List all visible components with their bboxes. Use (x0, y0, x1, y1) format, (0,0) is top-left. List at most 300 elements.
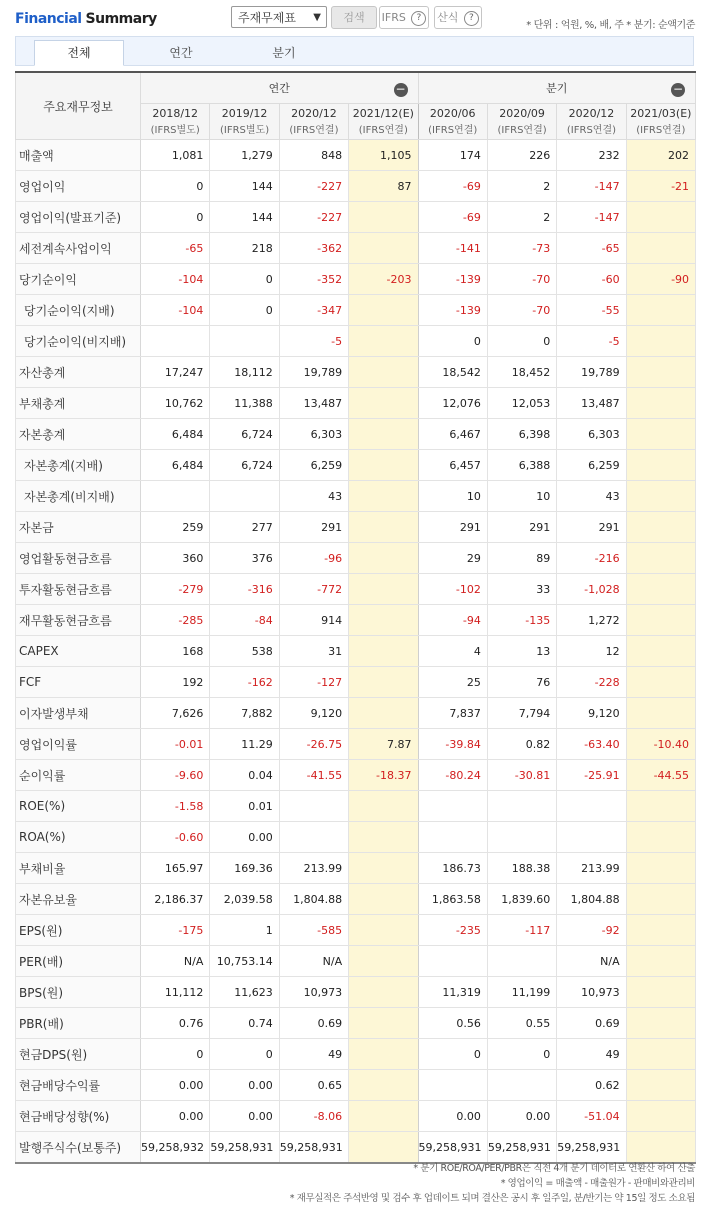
table-cell: 174 (418, 140, 487, 171)
table-cell: -90 (626, 264, 695, 295)
group-quarter-label: 분기 (546, 82, 568, 95)
table-row (16, 791, 696, 822)
table-cell: -139 (418, 295, 487, 326)
table-cell: 0.04 (210, 760, 279, 791)
row-label: 현금배당성향(%) (16, 1101, 141, 1132)
table-cell: 59,258,932 (141, 1132, 210, 1164)
row-label: 재무활동현금흐름 (16, 605, 141, 636)
table-cell: 6,467 (418, 419, 487, 450)
table-cell: N/A (141, 946, 210, 977)
table-cell: 59,258,931 (279, 1132, 348, 1164)
table-row (16, 140, 696, 171)
page-title-part1: Financial (15, 11, 82, 27)
row-label: 현금DPS(원) (16, 1039, 141, 1070)
period-header (141, 104, 210, 140)
chevron-down-icon: ▼ (313, 12, 321, 23)
table-cell: -227 (279, 171, 348, 202)
table-cell: -41.55 (279, 760, 348, 791)
table-cell: 226 (487, 140, 556, 171)
table-cell (349, 326, 418, 357)
row-label: 매출액 (16, 140, 141, 171)
table-cell (626, 295, 695, 326)
table-cell: 291 (418, 512, 487, 543)
table-row (16, 419, 696, 450)
table-cell: -147 (557, 202, 626, 233)
table-cell: -0.01 (141, 729, 210, 760)
table-cell (349, 884, 418, 915)
table-cell: 0.62 (557, 1070, 626, 1101)
table-cell: 1,081 (141, 140, 210, 171)
row-label: 자본유보율 (16, 884, 141, 915)
table-row (16, 233, 696, 264)
table-cell: 33 (487, 574, 556, 605)
table-row (16, 698, 696, 729)
table-row (16, 357, 696, 388)
help-icon: ? (411, 11, 426, 26)
row-label: 현금배당수익률 (16, 1070, 141, 1101)
table-cell: -70 (487, 295, 556, 326)
table-cell: -96 (279, 543, 348, 574)
table-cell: 7.87 (349, 729, 418, 760)
table-cell: -235 (418, 915, 487, 946)
table-cell (349, 1008, 418, 1039)
period-label: 2020/06 (429, 107, 476, 120)
period-label: 2019/12 (221, 107, 268, 120)
table-cell: 12 (557, 636, 626, 667)
table-cell: 10 (487, 481, 556, 512)
table-cell: 188.38 (487, 853, 556, 884)
row-label: 자본금 (16, 512, 141, 543)
period-header (626, 104, 695, 140)
table-cell: 0.01 (210, 791, 279, 822)
table-cell (626, 233, 695, 264)
row-label: EPS(원) (16, 915, 141, 946)
table-cell: 19,789 (557, 357, 626, 388)
table-cell: 7,626 (141, 698, 210, 729)
table-row (16, 946, 696, 977)
table-cell: 0 (418, 326, 487, 357)
row-label: 자본총계 (16, 419, 141, 450)
table-cell (626, 1070, 695, 1101)
row-label: 영업이익률 (16, 729, 141, 760)
table-cell: -141 (418, 233, 487, 264)
table-cell (487, 1070, 556, 1101)
table-cell: 0.65 (279, 1070, 348, 1101)
table-cell: -26.75 (279, 729, 348, 760)
table-cell (418, 946, 487, 977)
table-row (16, 171, 696, 202)
table-cell: 0.55 (487, 1008, 556, 1039)
table-cell: 43 (557, 481, 626, 512)
table-cell: -135 (487, 605, 556, 636)
table-cell (418, 791, 487, 822)
table-cell: 11,388 (210, 388, 279, 419)
footnote: * 영업이익 = 매출액 - 매출원가 - 판매비와관리비 (500, 1178, 695, 1189)
table-cell: 12,076 (418, 388, 487, 419)
group-annual-label: 연간 (268, 82, 290, 95)
table-row (16, 264, 696, 295)
table-cell: 29 (418, 543, 487, 574)
table-cell: -772 (279, 574, 348, 605)
table-cell (349, 915, 418, 946)
group-header-annual (141, 72, 419, 104)
formula-label: 산식 (437, 11, 459, 24)
table-cell: -44.55 (626, 760, 695, 791)
table-cell: 10,973 (279, 977, 348, 1008)
financial-summary-table (15, 71, 695, 1164)
table-cell: -104 (141, 295, 210, 326)
unit-note: * 단위 : 억원, %, 배, 주 * 분기: 순액기준 (526, 20, 695, 31)
table-cell: 291 (557, 512, 626, 543)
table-cell: 11,199 (487, 977, 556, 1008)
table-cell (349, 481, 418, 512)
row-label: 세전계속사업이익 (16, 233, 141, 264)
table-cell: 0.00 (418, 1101, 487, 1132)
table-cell: 1,804.88 (279, 884, 348, 915)
table-cell: 10 (418, 481, 487, 512)
table-cell: 6,724 (210, 450, 279, 481)
table-cell: 259 (141, 512, 210, 543)
table-cell: 11.29 (210, 729, 279, 760)
period-basis: (IFRS연결) (428, 125, 478, 136)
table-cell: 6,259 (557, 450, 626, 481)
table-cell (349, 636, 418, 667)
table-cell: 6,398 (487, 419, 556, 450)
table-cell: 76 (487, 667, 556, 698)
table-row (16, 543, 696, 574)
table-cell: -203 (349, 264, 418, 295)
table-cell: 0 (487, 1039, 556, 1070)
table-cell: 0 (418, 1039, 487, 1070)
page-title-part2: Summary (85, 11, 157, 27)
table-cell: 6,259 (279, 450, 348, 481)
row-label: ROA(%) (16, 822, 141, 853)
table-row (16, 450, 696, 481)
table-cell (349, 233, 418, 264)
footnotes (290, 1161, 695, 1206)
table-cell (626, 946, 695, 977)
table-cell: -39.84 (418, 729, 487, 760)
table-cell: -18.37 (349, 760, 418, 791)
table-cell: -228 (557, 667, 626, 698)
table-cell: -352 (279, 264, 348, 295)
table-cell (349, 791, 418, 822)
table-cell (626, 202, 695, 233)
table-cell: 43 (279, 481, 348, 512)
table-row (16, 326, 696, 357)
footnote: * 재무실적은 주석반영 및 검수 후 업데이트 되며 결산은 공시 후 일주일, 분/반기는 약 15일 정도 소요됨 (289, 1193, 695, 1204)
table-row (16, 295, 696, 326)
table-cell: 4 (418, 636, 487, 667)
table-cell: 6,484 (141, 419, 210, 450)
table-cell: 213.99 (279, 853, 348, 884)
table-row (16, 605, 696, 636)
table-cell: 0.00 (210, 822, 279, 853)
row-label: BPS(원) (16, 977, 141, 1008)
table-cell: 0.00 (487, 1101, 556, 1132)
table-cell: -127 (279, 667, 348, 698)
footnote: * 분기 ROE/ROA/PER/PBR은 직전 4개 분기 데이터로 연환산 하여 산출 (413, 1163, 695, 1174)
table-cell (626, 357, 695, 388)
table-cell: 9,120 (279, 698, 348, 729)
table-cell: 7,837 (418, 698, 487, 729)
row-label: 영업이익(발표기준) (16, 202, 141, 233)
table-cell: 291 (487, 512, 556, 543)
table-cell: 914 (279, 605, 348, 636)
table-cell: 10,753.14 (210, 946, 279, 977)
table-cell: -51.04 (557, 1101, 626, 1132)
table-cell: 6,457 (418, 450, 487, 481)
table-row (16, 202, 696, 233)
table-cell: -65 (141, 233, 210, 264)
table-cell: 31 (279, 636, 348, 667)
table-cell: 6,724 (210, 419, 279, 450)
table-cell: 59,258,931 (418, 1132, 487, 1164)
table-cell: 13,487 (557, 388, 626, 419)
table-cell: -175 (141, 915, 210, 946)
table-cell: -10.40 (626, 729, 695, 760)
table-cell (349, 202, 418, 233)
table-cell: -1,028 (557, 574, 626, 605)
period-label: 2020/09 (499, 107, 545, 120)
search-button[interactable]: 검색 (331, 6, 377, 29)
table-cell (349, 946, 418, 977)
table-cell (418, 1070, 487, 1101)
table-cell: 0 (141, 202, 210, 233)
toolbar (0, 0, 711, 36)
period-header (210, 104, 279, 140)
table-cell (349, 512, 418, 543)
table-cell: 1,279 (210, 140, 279, 171)
table-cell: 6,303 (279, 419, 348, 450)
table-cell: 186.73 (418, 853, 487, 884)
table-cell (557, 791, 626, 822)
page-title (15, 11, 157, 27)
table-cell: 0.69 (279, 1008, 348, 1039)
table-cell (349, 1070, 418, 1101)
table-cell: -0.60 (141, 822, 210, 853)
period-header (279, 104, 348, 140)
table-cell: -65 (557, 233, 626, 264)
table-row (16, 636, 696, 667)
table-cell: -21 (626, 171, 695, 202)
table-cell (626, 1039, 695, 1070)
table-cell: 19,789 (279, 357, 348, 388)
period-basis: (IFRS별도) (220, 125, 270, 136)
table-cell: 18,452 (487, 357, 556, 388)
row-header: 주요재무정보 (16, 72, 141, 140)
table-cell: 277 (210, 512, 279, 543)
row-label: 영업활동현금흐름 (16, 543, 141, 574)
tab-annual[interactable]: 연간 (169, 46, 193, 60)
collapse-quarter-icon[interactable]: − (673, 82, 684, 96)
tab-all[interactable]: 전체 (34, 40, 124, 66)
table-cell: 376 (210, 543, 279, 574)
table-cell (626, 822, 695, 853)
period-header (349, 104, 418, 140)
table-cell: -8.06 (279, 1101, 348, 1132)
table-cell: 59,258,931 (210, 1132, 279, 1164)
table-cell: 0.00 (141, 1070, 210, 1101)
table-cell: N/A (557, 946, 626, 977)
table-cell (626, 698, 695, 729)
period-label: 2018/12 (152, 107, 199, 120)
table-cell: 0.00 (141, 1101, 210, 1132)
table-cell (349, 822, 418, 853)
table-cell: N/A (279, 946, 348, 977)
table-cell: 1,804.88 (557, 884, 626, 915)
table-cell: -63.40 (557, 729, 626, 760)
table-cell (487, 791, 556, 822)
table-cell: 1,839.60 (487, 884, 556, 915)
table-cell: 2 (487, 171, 556, 202)
table-cell (349, 977, 418, 1008)
table-cell: -227 (279, 202, 348, 233)
table-cell: 0.82 (487, 729, 556, 760)
group-header-quarter (418, 72, 696, 104)
table-cell: -5 (557, 326, 626, 357)
table-cell: 1,863.58 (418, 884, 487, 915)
table-cell: 10,762 (141, 388, 210, 419)
ifrs-help-button[interactable] (379, 6, 429, 29)
table-cell (626, 667, 695, 698)
table-row (16, 512, 696, 543)
table-row (16, 760, 696, 791)
period-header (418, 104, 487, 140)
table-cell: 18,112 (210, 357, 279, 388)
table-cell: -102 (418, 574, 487, 605)
table-cell: 2 (487, 202, 556, 233)
table-cell: -80.24 (418, 760, 487, 791)
table-cell: -147 (557, 171, 626, 202)
period-basis: (IFRS연결) (566, 125, 617, 136)
period-header (487, 104, 556, 140)
formula-help-button[interactable] (434, 6, 482, 29)
table-cell: 11,623 (210, 977, 279, 1008)
table-cell (279, 822, 348, 853)
table-cell (349, 543, 418, 574)
table-cell: 360 (141, 543, 210, 574)
row-label: 당기순이익(비지배) (16, 326, 141, 357)
table-row (16, 574, 696, 605)
row-label: ROE(%) (16, 791, 141, 822)
tab-quarterly[interactable]: 분기 (272, 46, 296, 60)
table-row (16, 388, 696, 419)
table-cell: 6,388 (487, 450, 556, 481)
table-row (16, 1039, 696, 1070)
table-cell: -55 (557, 295, 626, 326)
table-cell: 59,258,931 (557, 1132, 626, 1164)
table-cell: 17,247 (141, 357, 210, 388)
table-cell: 2,039.58 (210, 884, 279, 915)
row-label: 자산총계 (16, 357, 141, 388)
table-cell: -1.58 (141, 791, 210, 822)
period-header (557, 104, 626, 140)
table-cell (349, 1039, 418, 1070)
statement-type-value: 주재무제표 (238, 11, 296, 25)
table-cell (349, 1101, 418, 1132)
table-cell: -347 (279, 295, 348, 326)
table-row (16, 481, 696, 512)
table-cell: 0.74 (210, 1008, 279, 1039)
table-cell: 0 (210, 1039, 279, 1070)
table-cell (349, 667, 418, 698)
table-cell (349, 388, 418, 419)
table-cell (626, 791, 695, 822)
table-cell (349, 853, 418, 884)
row-label: FCF (16, 667, 141, 698)
table-cell (141, 326, 210, 357)
table-cell: -70 (487, 264, 556, 295)
row-label: 이자발생부채 (16, 698, 141, 729)
table-cell: -60 (557, 264, 626, 295)
period-basis: (IFRS연결) (289, 125, 339, 136)
table-cell: 0.00 (210, 1070, 279, 1101)
table-cell: 1,272 (557, 605, 626, 636)
table-cell: 213.99 (557, 853, 626, 884)
table-cell (626, 636, 695, 667)
table-cell: 0 (487, 326, 556, 357)
table-cell (487, 822, 556, 853)
table-cell: 6,303 (557, 419, 626, 450)
table-cell (626, 481, 695, 512)
period-label: 2020/12 (291, 107, 337, 120)
table-cell (141, 481, 210, 512)
table-cell: -5 (279, 326, 348, 357)
table-cell (349, 419, 418, 450)
table-row (16, 977, 696, 1008)
ifrs-label: IFRS (381, 11, 406, 24)
table-cell: 59,258,931 (487, 1132, 556, 1164)
table-cell (626, 543, 695, 574)
table-cell (210, 326, 279, 357)
table-cell (349, 574, 418, 605)
statement-type-select[interactable] (231, 6, 327, 28)
table-cell: -117 (487, 915, 556, 946)
table-cell: 0 (210, 295, 279, 326)
table-cell: 232 (557, 140, 626, 171)
table-cell (626, 388, 695, 419)
table-cell (626, 1132, 695, 1164)
table-row (16, 822, 696, 853)
table-cell: 0 (210, 264, 279, 295)
row-label: 부채비율 (16, 853, 141, 884)
table-cell: 202 (626, 140, 695, 171)
table-cell: 1,105 (349, 140, 418, 171)
table-cell: 0.76 (141, 1008, 210, 1039)
period-basis: (IFRS연결) (497, 125, 547, 136)
table-row (16, 915, 696, 946)
table-cell: 165.97 (141, 853, 210, 884)
table-cell: 49 (557, 1039, 626, 1070)
table-row (16, 667, 696, 698)
row-label: 당기순이익 (16, 264, 141, 295)
table-row (16, 1101, 696, 1132)
table-cell: -30.81 (487, 760, 556, 791)
collapse-annual-icon[interactable]: − (395, 82, 406, 96)
table-cell: -216 (557, 543, 626, 574)
help-icon: ? (464, 11, 479, 26)
table-cell: -92 (557, 915, 626, 946)
row-label: 자본총계(지배) (16, 450, 141, 481)
table-row (16, 853, 696, 884)
table-cell: 7,882 (210, 698, 279, 729)
table-cell: -25.91 (557, 760, 626, 791)
table-cell (487, 946, 556, 977)
table-cell: 11,319 (418, 977, 487, 1008)
table-cell (349, 295, 418, 326)
table-cell: 1 (210, 915, 279, 946)
